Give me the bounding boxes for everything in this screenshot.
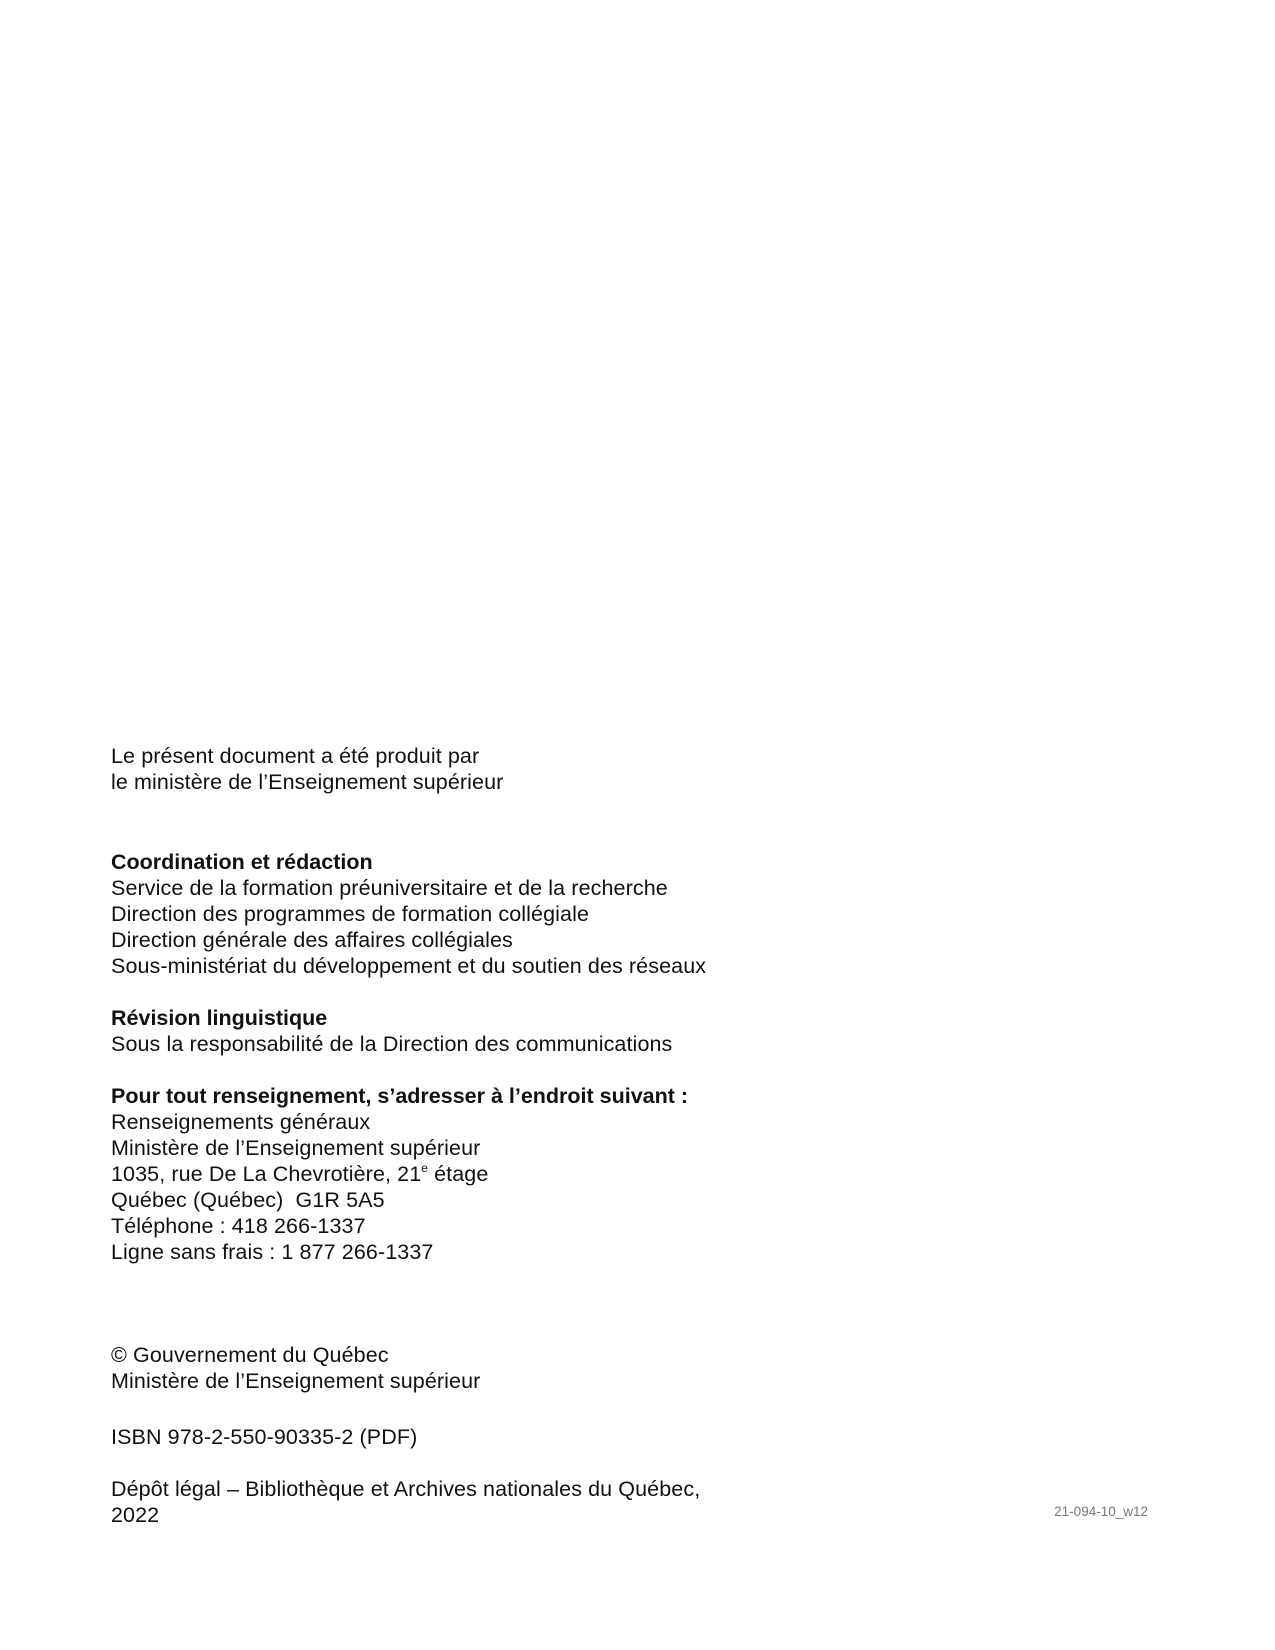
coordination-section [111,849,811,979]
revision-line: Sous la responsabilité de la Direction des communications [111,1032,673,1056]
copyright-line-2: Ministère de l’Enseignement supérieur [111,1369,481,1393]
contact-section [111,1083,811,1265]
coordination-line: Direction des programmes de formation collégiale [111,902,590,926]
legal-deposit-block [111,1476,811,1528]
isbn-line: ISBN 978-2-550-90335-2 (PDF) [111,1425,418,1449]
legal-deposit-line-1: Dépôt légal – Bibliothèque et Archives nationales du Québec, [111,1477,701,1501]
contact-ministry: Ministère de l’Enseignement supérieur [111,1136,481,1160]
legal-deposit-line-2: 2022 [111,1503,160,1527]
coordination-line: Service de la formation préuniversitaire et de la recherche [111,876,668,900]
copyright-block [111,1342,811,1394]
contact-address-number: 1035, rue De La Chevrotière, 21 [111,1162,422,1186]
contact-city: Québec (Québec) G1R 5A5 [111,1188,385,1212]
contact-address-superscript: e [421,1160,429,1175]
intro-line-1: Le présent document a été produit par [111,744,480,768]
copyright-line-1: © Gouvernement du Québec [111,1343,389,1367]
coordination-line: Direction générale des affaires collégiales [111,928,513,952]
contact-tollfree: Ligne sans frais : 1 877 266-1337 [111,1240,434,1264]
contact-general: Renseignements généraux [111,1110,371,1134]
document-reference-code: 21-094-10_w12 [1054,1504,1148,1519]
coordination-line: Sous-ministériat du développement et du soutien des réseaux [111,954,707,978]
coordination-heading: Coordination et rédaction [111,850,373,874]
isbn-block [111,1424,811,1450]
contact-address-floor: étage [428,1162,489,1186]
intro-line-2: le ministère de l’Enseignement supérieur [111,770,504,794]
revision-heading: Révision linguistique [111,1006,328,1030]
contact-address [111,1161,811,1187]
revision-section [111,1005,811,1057]
intro-block [111,743,811,795]
contact-heading: Pour tout renseignement, s’adresser à l’endroit suivant : [111,1084,689,1108]
contact-phone: Téléphone : 418 266-1337 [111,1214,366,1238]
